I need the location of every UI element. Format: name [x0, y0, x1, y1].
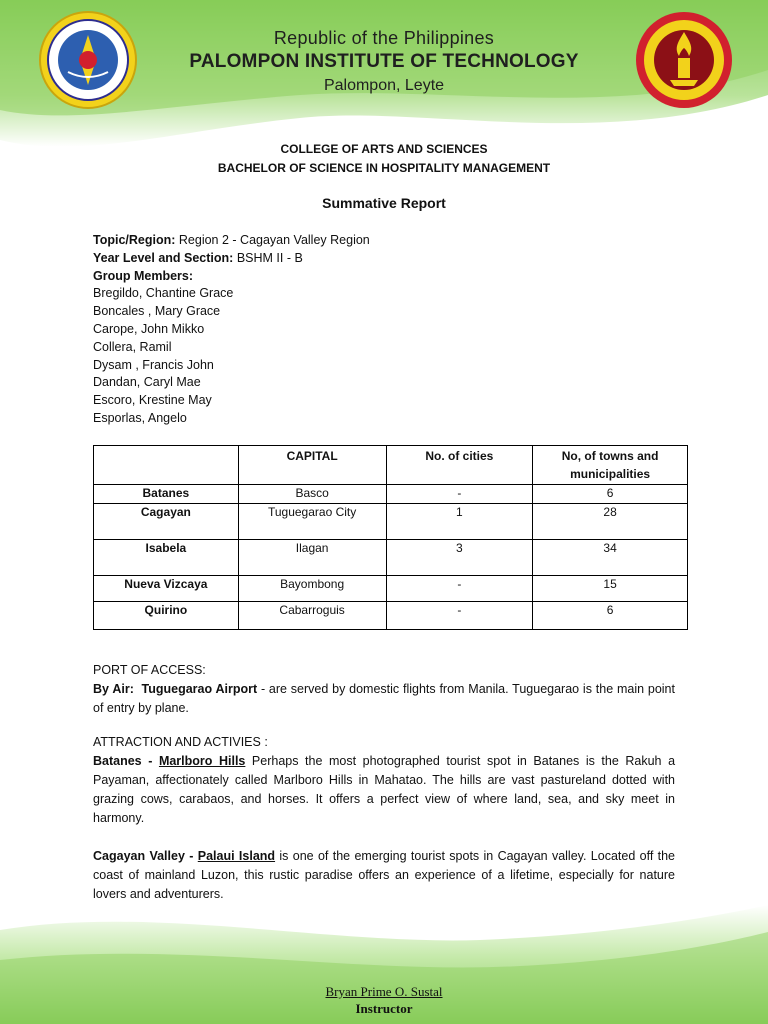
topic-label: Topic/Region: [93, 233, 176, 247]
cities-cell: - [386, 485, 533, 504]
republic-line: Republic of the Philippines [273, 28, 495, 48]
program-name: BACHELOR OF SCIENCE IN HOSPITALITY MANAGEMENT [217, 161, 551, 175]
table-row [94, 602, 688, 630]
member-name: Bregildo, Chantine Grace [93, 286, 234, 301]
attraction-paragraph-batanes [93, 752, 675, 828]
member-name: Escoro, Krestine May [93, 393, 212, 408]
capital-cell: Bayombong [238, 576, 386, 602]
instructor-role: Instructor [355, 1001, 413, 1016]
towns-cell: 34 [533, 540, 688, 576]
attraction-text: is one of the emerging tourist spots in Cagayan valley. Located off the coast of mainland Luzon, this rustic paradise offers an experience of a lifetime, especially for nature lovers and adventurers. [93, 849, 676, 901]
airport-name: Tuguegarao Airport [141, 682, 258, 696]
attraction-region: Batanes [93, 754, 142, 768]
capital-cell: Tuguegarao City [238, 504, 386, 540]
capital-cell: Basco [238, 485, 386, 504]
table-header-row [94, 446, 688, 485]
province-cell: Nueva Vizcaya [94, 576, 239, 602]
signature-block [0, 983, 768, 1017]
province-cell: Batanes [94, 485, 239, 504]
member-name: Dandan, Caryl Mae [93, 375, 201, 390]
member-name: Boncales , Mary Grace [93, 304, 221, 319]
table-row [94, 485, 688, 504]
table-row [94, 576, 688, 602]
province-cell: Quirino [94, 602, 239, 630]
palompon-institute-seal [38, 10, 138, 110]
province-cell: Cagayan [94, 504, 239, 540]
table-header-cell: No. of cities [386, 446, 533, 485]
attraction-name: Palaui Island [197, 849, 276, 863]
year-line [93, 250, 370, 268]
port-of-access-section [93, 661, 675, 718]
capital-cell: Ilagan [238, 540, 386, 576]
port-text: - are served by domestic flights from Manila. Tuguegarao is the main point of entry by plane. [93, 682, 675, 715]
topic-value: Region 2 - Cagayan Valley Region [178, 233, 370, 247]
attractions-heading: ATTRACTION AND ACTIVIES : [93, 735, 268, 749]
table-header-cell [94, 446, 239, 485]
by-air-label: By Air: [93, 682, 134, 696]
towns-cell: 6 [533, 485, 688, 504]
attraction-separator: - [184, 849, 198, 863]
college-of-arts-seal [634, 10, 734, 110]
report-title: Summative Report [322, 195, 446, 211]
letterhead [0, 0, 768, 120]
cities-cell: 1 [386, 504, 533, 540]
attraction-paragraph-cagayan [93, 847, 675, 904]
province-cell: Isabela [94, 540, 239, 576]
institute-name: PALOMPON INSTITUTE OF TECHNOLOGY [189, 51, 579, 72]
year-value: BSHM II - B [236, 250, 303, 265]
topic-line [93, 232, 370, 250]
cities-cell: - [386, 576, 533, 602]
members-label: Group Members: [93, 268, 194, 283]
province-table [93, 445, 688, 630]
attraction-separator: - [141, 754, 159, 768]
table-header-cell: CAPITAL [238, 446, 386, 485]
college-heading [0, 140, 768, 178]
cities-cell: - [386, 602, 533, 630]
table-header-cell: No, of towns and municipalities [533, 446, 688, 485]
institute-location: Palompon, Leyte [323, 77, 445, 94]
port-paragraph [93, 680, 675, 718]
attraction-name: Marlboro Hills [158, 754, 246, 768]
report-info [93, 232, 370, 428]
towns-cell: 15 [533, 576, 688, 602]
member-name: Dysam , Francis John [93, 357, 214, 372]
table-row [94, 504, 688, 540]
letterhead-text [150, 28, 618, 95]
member-name: Collera, Ramil [93, 339, 172, 354]
college-name: COLLEGE OF ARTS AND SCIENCES [280, 142, 488, 156]
towns-cell: 6 [533, 602, 688, 630]
year-label: Year Level and Section: [93, 250, 234, 265]
port-heading: PORT OF ACCESS: [93, 663, 206, 677]
instructor-name: Bryan Prime O. Sustal [325, 984, 443, 999]
member-name: Esporlas, Angelo [93, 410, 187, 425]
cities-cell: 3 [386, 540, 533, 576]
attraction-region: Cagayan Valley [93, 849, 185, 863]
attractions-section [93, 733, 675, 828]
table-row [94, 540, 688, 576]
attraction-text: Perhaps the most photographed tourist spot in Batanes is the Rakuh a Payaman, affectionately called Marlboro Hills in Mahatao. The hills are vast pastureland dotted with grazing cows, carabaos, and horses. It offers a perfect view of where land, sea, and sky meet in harmony. [93, 754, 676, 825]
capital-cell: Cabarroguis [238, 602, 386, 630]
towns-cell: 28 [533, 504, 688, 540]
member-name: Carope, John Mikko [93, 321, 205, 336]
